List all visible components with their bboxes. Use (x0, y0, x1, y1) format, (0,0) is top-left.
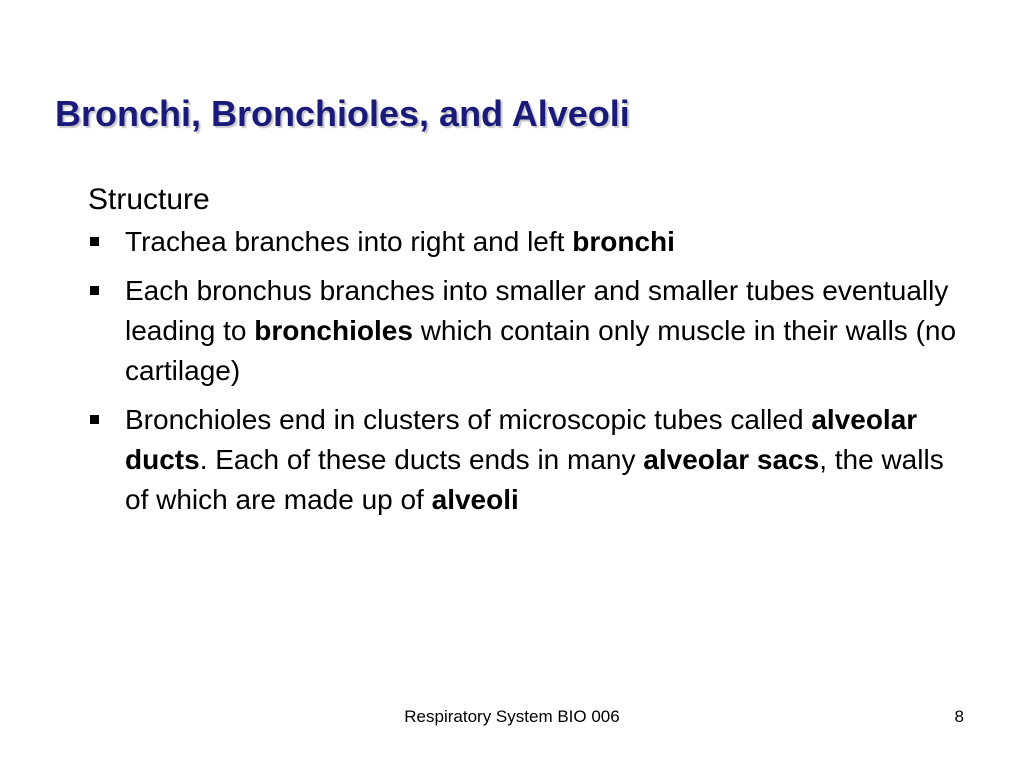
text-segment: , the walls of which are made up of (125, 444, 944, 515)
bullet-item (88, 222, 968, 262)
slide-title: Bronchi, Bronchioles, and Alveoli (55, 93, 630, 134)
bold-term: alveolar sacs (643, 444, 820, 475)
bullet-item (88, 271, 968, 391)
bold-term: bronchioles (254, 315, 413, 346)
square-bullet-icon (90, 286, 99, 295)
bullet-list (88, 222, 968, 520)
section-heading: Structure (88, 183, 210, 216)
square-bullet-icon (90, 415, 99, 424)
page-number: 8 (954, 707, 964, 726)
bullet-text (125, 275, 956, 386)
text-segment: which contain only muscle in their walls (no cartilage) (125, 315, 957, 386)
bold-term: bronchi (572, 226, 675, 257)
bold-term: alveoli (431, 484, 519, 515)
bullet-text (125, 226, 675, 257)
bold-term: alveolar ducts (125, 404, 918, 475)
text-segment: Each bronchus branches into smaller and smaller tubes eventually leading to (125, 275, 949, 346)
bullet-text (125, 404, 944, 515)
square-bullet-icon (90, 237, 99, 246)
slide-content (88, 180, 968, 529)
bullet-item (88, 400, 968, 520)
text-segment: . Each of these ducts ends in many (199, 444, 644, 475)
footer-text: Respiratory System BIO 006 (404, 707, 620, 726)
text-segment: Trachea branches into right and left (125, 226, 573, 257)
text-segment: Bronchioles end in clusters of microscopic tubes called (125, 404, 812, 435)
